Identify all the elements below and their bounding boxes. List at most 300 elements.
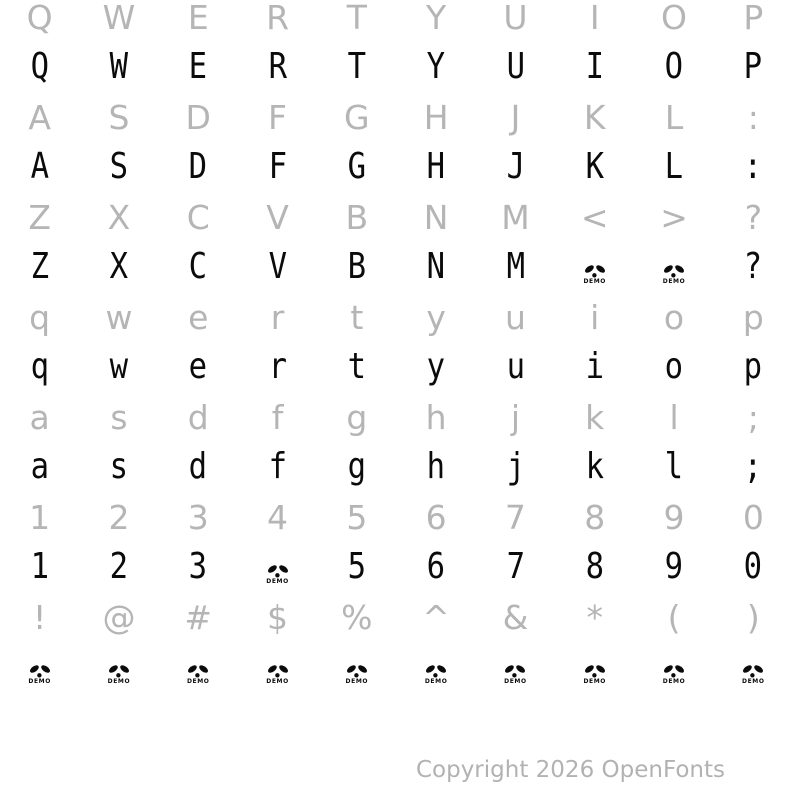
glyph-char: a — [29, 397, 50, 437]
copyright-text: Copyright 2026 OpenFonts — [415, 757, 725, 783]
glyph-char: R — [266, 0, 289, 37]
reference-glyph — [238, 592, 317, 642]
demo-font-glyph — [238, 242, 317, 292]
glyph-char: u — [504, 297, 526, 337]
reference-glyph — [634, 392, 713, 442]
demo-font-glyph — [0, 242, 79, 292]
glyph-char: 5 — [346, 497, 368, 537]
glyph-char: * — [586, 597, 603, 637]
demo-font-glyph — [396, 442, 475, 492]
demo-font-glyph — [159, 42, 238, 92]
glyph-char: T — [347, 46, 367, 87]
reference-glyph — [476, 492, 555, 542]
reference-glyph — [714, 392, 793, 442]
demo-font-glyph — [634, 42, 713, 92]
glyph-char: 4 — [267, 497, 289, 537]
glyph-char: 6 — [426, 546, 446, 587]
demo-restricted-mark — [0, 642, 79, 692]
reference-glyph — [317, 0, 396, 42]
demo-restricted-mark — [317, 642, 396, 692]
demo-restricted-mark — [476, 642, 555, 692]
glyph-char: s — [110, 397, 128, 437]
glyph-char: N — [426, 246, 446, 287]
reference-glyph — [396, 392, 475, 442]
glyph-char: r — [268, 346, 287, 387]
glyph-char: K — [585, 146, 604, 187]
demo-font-glyph — [476, 542, 555, 592]
glyph-char: L — [664, 146, 684, 187]
demo-mark-label: DEMO — [186, 677, 210, 685]
reference-glyph — [634, 592, 713, 642]
reference-glyph — [714, 592, 793, 642]
glyph-char: ? — [744, 197, 763, 237]
glyph-char: t — [347, 346, 367, 387]
splat-fleuron-icon — [424, 664, 448, 678]
demo-font-glyph — [634, 142, 713, 192]
glyph-char: 0 — [744, 546, 763, 587]
glyph-char: 9 — [663, 497, 685, 537]
glyph-char: ) — [746, 597, 760, 637]
glyph-char: 2 — [108, 497, 130, 537]
reference-glyph — [159, 0, 238, 42]
reference-glyph — [555, 92, 634, 142]
splat-fleuron-icon — [741, 664, 765, 678]
splat-fleuron-icon — [266, 664, 290, 678]
glyph-char: G — [347, 146, 367, 187]
glyph-char: k — [585, 446, 604, 487]
reference-glyph — [476, 92, 555, 142]
glyph-char: 3 — [189, 546, 208, 587]
demo-restricted-mark — [714, 642, 793, 692]
glyph-char: S — [108, 97, 130, 137]
glyph-char: l — [669, 397, 679, 437]
glyph-char: I — [589, 0, 600, 37]
splat-fleuron-icon — [186, 664, 210, 678]
glyph-char: o — [664, 346, 684, 387]
reference-glyph — [79, 292, 158, 342]
demo-font-glyph — [634, 342, 713, 392]
glyph-char: t — [350, 297, 364, 337]
glyph-char: W — [109, 46, 129, 87]
glyph-char: p — [742, 297, 764, 337]
demo-mark — [186, 664, 210, 685]
demo-mark-label: DEMO — [107, 677, 131, 685]
reference-glyph — [714, 292, 793, 342]
glyph-char: J — [506, 146, 525, 187]
glyph-char: j — [510, 397, 521, 437]
glyph-char: 7 — [504, 497, 526, 537]
glyph-char: ; — [747, 397, 759, 437]
demo-mark — [266, 664, 290, 685]
reference-glyph-row — [0, 292, 793, 342]
reference-glyph — [0, 292, 79, 342]
glyph-char: 1 — [30, 546, 49, 587]
reference-glyph — [0, 0, 79, 42]
glyph-char: M — [506, 246, 525, 287]
demo-mark-label: DEMO — [662, 277, 686, 285]
demo-mark-label: DEMO — [28, 677, 51, 685]
glyph-char: ; — [744, 446, 763, 487]
demo-font-glyph — [714, 442, 793, 492]
reference-glyph-row — [0, 0, 793, 42]
demo-font-glyph — [555, 342, 634, 392]
glyph-char: T — [346, 0, 367, 37]
splat-fleuron-icon — [662, 664, 686, 678]
glyph-char: f — [268, 446, 287, 487]
glyph-char: Q — [26, 0, 53, 37]
demo-font-glyph — [396, 42, 475, 92]
glyph-char: U — [503, 0, 528, 37]
demo-font-glyph — [159, 342, 238, 392]
glyph-char: M — [501, 197, 530, 237]
glyph-char: i — [590, 297, 600, 337]
demo-font-glyph — [159, 442, 238, 492]
demo-font-glyph — [396, 542, 475, 592]
glyph-char: a — [30, 446, 49, 487]
demo-font-glyph — [555, 42, 634, 92]
glyph-char: Z — [28, 197, 51, 237]
demo-mark — [741, 664, 765, 685]
glyph-char: O — [661, 0, 688, 37]
reference-glyph — [0, 392, 79, 442]
reference-glyph — [634, 92, 713, 142]
reference-glyph — [714, 492, 793, 542]
demo-mark — [107, 664, 131, 685]
reference-glyph — [317, 592, 396, 642]
glyph-char: Z — [30, 246, 49, 287]
reference-glyph — [317, 192, 396, 242]
glyph-char: 8 — [585, 546, 604, 587]
reference-glyph — [79, 592, 158, 642]
reference-glyph-row — [0, 392, 793, 442]
demo-font-glyph-row — [0, 442, 793, 492]
glyph-char: ! — [33, 597, 47, 637]
glyph-char: u — [506, 346, 525, 387]
glyph-char: A — [28, 97, 51, 137]
glyph-char: 2 — [109, 546, 129, 587]
demo-mark-label: DEMO — [742, 677, 765, 685]
reference-glyph — [238, 92, 317, 142]
demo-font-glyph — [159, 242, 238, 292]
glyph-char: @ — [102, 597, 136, 637]
reference-glyph — [476, 292, 555, 342]
demo-mark — [266, 564, 290, 585]
glyph-char: g — [346, 397, 368, 437]
reference-glyph-row — [0, 592, 793, 642]
demo-mark — [583, 264, 607, 285]
reference-glyph — [79, 192, 158, 242]
demo-restricted-mark — [79, 642, 158, 692]
glyph-char: 3 — [187, 497, 209, 537]
reference-glyph — [317, 392, 396, 442]
demo-mark — [503, 664, 527, 685]
demo-restricted-mark — [555, 642, 634, 692]
demo-font-glyph — [396, 242, 475, 292]
reference-glyph — [476, 592, 555, 642]
glyph-char: $ — [267, 597, 289, 637]
demo-mark — [424, 664, 448, 685]
splat-fleuron-icon — [583, 664, 607, 678]
demo-font-glyph-row — [0, 342, 793, 392]
glyph-char: Q — [30, 46, 49, 87]
demo-font-glyph — [476, 442, 555, 492]
glyph-char: A — [30, 146, 49, 187]
demo-font-glyph — [396, 142, 475, 192]
glyph-char: e — [188, 297, 209, 337]
demo-restricted-mark — [159, 642, 238, 692]
glyph-char: ? — [744, 246, 763, 287]
glyph-char: d — [187, 397, 209, 437]
glyph-char: Y — [426, 0, 447, 37]
demo-font-glyph — [0, 142, 79, 192]
glyph-char: P — [743, 0, 764, 37]
glyph-char: E — [187, 0, 209, 37]
demo-font-glyph — [476, 242, 555, 292]
reference-glyph — [396, 192, 475, 242]
reference-glyph — [159, 492, 238, 542]
splat-fleuron-icon — [503, 664, 527, 678]
glyph-char: W — [102, 0, 136, 37]
demo-font-glyph — [634, 442, 713, 492]
glyph-char: F — [268, 146, 287, 187]
demo-font-glyph — [238, 342, 317, 392]
demo-mark-label: DEMO — [583, 677, 606, 685]
reference-glyph — [238, 492, 317, 542]
glyph-char: Y — [426, 46, 446, 87]
demo-font-glyph — [159, 142, 238, 192]
demo-restricted-mark — [396, 642, 475, 692]
glyph-char: w — [109, 346, 129, 387]
demo-font-glyph — [79, 442, 158, 492]
glyph-char: : — [747, 97, 759, 137]
demo-font-glyph — [317, 142, 396, 192]
demo-font-glyph-row — [0, 242, 793, 292]
reference-glyph — [634, 0, 713, 42]
glyph-char: V — [266, 197, 289, 237]
splat-fleuron-icon — [583, 264, 607, 278]
demo-restricted-mark — [555, 242, 634, 292]
reference-glyph — [0, 492, 79, 542]
glyph-char: o — [663, 297, 685, 337]
demo-font-glyph — [317, 42, 396, 92]
glyph-char: D — [185, 97, 211, 137]
reference-glyph — [317, 492, 396, 542]
reference-glyph — [79, 0, 158, 42]
demo-mark-label: DEMO — [662, 677, 686, 685]
glyph-char: e — [189, 346, 208, 387]
demo-restricted-mark — [238, 542, 317, 592]
demo-font-glyph — [634, 542, 713, 592]
reference-glyph — [0, 192, 79, 242]
demo-mark-label: DEMO — [266, 677, 289, 685]
demo-font-glyph — [476, 142, 555, 192]
reference-glyph — [0, 592, 79, 642]
glyph-char: 8 — [584, 497, 606, 537]
glyph-char: 0 — [742, 497, 764, 537]
demo-font-glyph — [0, 542, 79, 592]
demo-font-glyph-row — [0, 142, 793, 192]
glyph-char: 9 — [664, 546, 684, 587]
demo-font-glyph — [714, 42, 793, 92]
reference-glyph — [634, 292, 713, 342]
demo-restricted-mark — [634, 642, 713, 692]
glyph-char: h — [425, 397, 447, 437]
glyph-char: C — [186, 197, 210, 237]
demo-font-glyph — [238, 442, 317, 492]
splat-fleuron-icon — [28, 664, 52, 678]
demo-font-glyph — [238, 42, 317, 92]
demo-font-glyph — [317, 242, 396, 292]
glyph-char: 1 — [29, 497, 51, 537]
glyph-char: E — [189, 46, 208, 87]
glyph-char: d — [189, 446, 208, 487]
glyph-char: J — [510, 97, 521, 137]
glyph-char: < — [580, 197, 609, 237]
glyph-char: & — [502, 597, 529, 637]
glyph-char: X — [109, 246, 129, 287]
reference-glyph — [555, 492, 634, 542]
demo-font-glyph — [317, 542, 396, 592]
demo-font-glyph — [0, 342, 79, 392]
reference-glyph — [79, 492, 158, 542]
glyph-char: N — [423, 197, 449, 237]
reference-glyph — [634, 492, 713, 542]
demo-font-glyph — [555, 142, 634, 192]
glyph-char: % — [341, 597, 373, 637]
demo-mark-label: DEMO — [504, 677, 527, 685]
reference-glyph — [714, 192, 793, 242]
glyph-char: ^ — [422, 597, 450, 637]
demo-font-glyph — [0, 42, 79, 92]
glyph-char: 7 — [506, 546, 525, 587]
demo-font-glyph-row — [0, 42, 793, 92]
demo-mark-label: DEMO — [424, 677, 448, 685]
reference-glyph — [317, 292, 396, 342]
demo-font-glyph — [476, 342, 555, 392]
reference-glyph — [555, 292, 634, 342]
glyph-char: y — [426, 297, 446, 337]
reference-glyph — [555, 592, 634, 642]
reference-glyph — [238, 0, 317, 42]
reference-glyph — [396, 92, 475, 142]
demo-font-glyph — [714, 542, 793, 592]
reference-glyph — [159, 392, 238, 442]
reference-glyph — [79, 392, 158, 442]
demo-mark — [28, 664, 52, 685]
glyph-char: i — [585, 346, 604, 387]
glyph-char: R — [268, 46, 287, 87]
demo-font-glyph — [714, 342, 793, 392]
reference-glyph — [555, 392, 634, 442]
reference-glyph — [714, 0, 793, 42]
demo-mark — [662, 664, 686, 685]
reference-glyph — [238, 392, 317, 442]
glyph-char: p — [744, 346, 763, 387]
reference-glyph — [555, 192, 634, 242]
glyph-char: U — [506, 46, 525, 87]
reference-glyph — [476, 392, 555, 442]
reference-glyph — [396, 592, 475, 642]
glyph-char: F — [268, 97, 288, 137]
glyph-char: S — [109, 146, 129, 187]
glyph-char: I — [585, 46, 604, 87]
demo-font-glyph — [0, 442, 79, 492]
demo-font-glyph — [555, 542, 634, 592]
reference-glyph — [0, 92, 79, 142]
demo-font-glyph-row — [0, 642, 793, 692]
glyph-char: C — [189, 246, 208, 287]
reference-glyph-row — [0, 492, 793, 542]
reference-glyph — [159, 92, 238, 142]
glyph-char: 5 — [347, 546, 367, 587]
demo-font-glyph — [555, 442, 634, 492]
glyph-char: K — [583, 97, 606, 137]
glyph-char: h — [426, 446, 446, 487]
reference-glyph — [714, 92, 793, 142]
reference-glyph — [79, 92, 158, 142]
reference-glyph — [476, 192, 555, 242]
glyph-char: V — [268, 246, 287, 287]
glyph-char: G — [344, 97, 370, 137]
demo-font-glyph — [79, 42, 158, 92]
reference-glyph-row — [0, 92, 793, 142]
demo-font-glyph-row — [0, 542, 793, 592]
glyph-char: X — [107, 197, 131, 237]
reference-glyph — [159, 292, 238, 342]
glyph-char: : — [744, 146, 763, 187]
splat-fleuron-icon — [107, 664, 131, 678]
reference-glyph-row — [0, 192, 793, 242]
demo-font-glyph — [396, 342, 475, 392]
demo-font-glyph — [79, 542, 158, 592]
glyph-char: f — [271, 397, 284, 437]
glyph-char: 6 — [425, 497, 447, 537]
demo-font-glyph — [79, 242, 158, 292]
demo-font-glyph — [714, 242, 793, 292]
demo-mark — [345, 664, 369, 685]
reference-glyph — [238, 192, 317, 242]
demo-font-glyph — [714, 142, 793, 192]
demo-font-glyph — [317, 342, 396, 392]
demo-mark — [583, 664, 607, 685]
reference-glyph — [476, 0, 555, 42]
glyph-char: r — [270, 297, 285, 337]
glyph-char: L — [664, 97, 684, 137]
reference-glyph — [396, 292, 475, 342]
glyph-char: B — [347, 246, 367, 287]
reference-glyph — [396, 0, 475, 42]
reference-glyph — [317, 92, 396, 142]
demo-mark-label: DEMO — [266, 577, 289, 585]
glyph-char: y — [426, 346, 446, 387]
demo-font-glyph — [79, 142, 158, 192]
reference-glyph — [159, 592, 238, 642]
demo-font-glyph — [159, 542, 238, 592]
splat-fleuron-icon — [266, 564, 290, 578]
reference-glyph — [555, 0, 634, 42]
glyph-char: q — [29, 297, 51, 337]
glyph-char: O — [664, 46, 684, 87]
reference-glyph — [159, 192, 238, 242]
glyph-char: q — [30, 346, 49, 387]
glyph-char: g — [347, 446, 367, 487]
demo-restricted-mark — [238, 642, 317, 692]
splat-fleuron-icon — [662, 264, 686, 278]
demo-restricted-mark — [634, 242, 713, 292]
glyph-char: D — [189, 146, 208, 187]
glyph-char: B — [345, 197, 369, 237]
glyph-char: ( — [667, 597, 681, 637]
